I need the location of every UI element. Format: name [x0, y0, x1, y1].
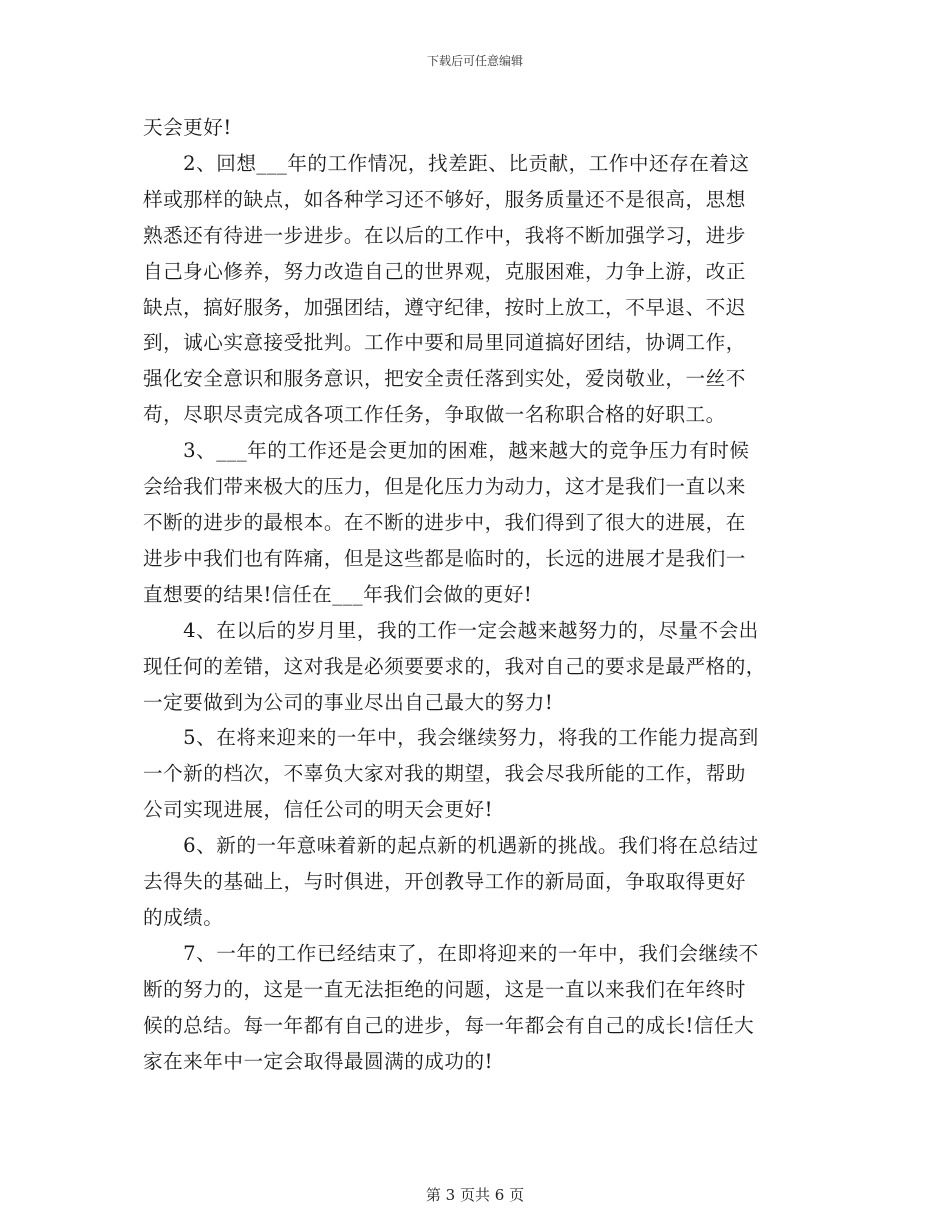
- text-line: 熟悉还有待进一步进步。在以后的工作中，我将不断加强学习，进步: [143, 223, 746, 247]
- text-line: 一定要做到为公司的事业尽出自己最大的努力!: [143, 690, 554, 714]
- text-line: 不断的进步的最根本。在不断的进步中，我们得到了很大的进展，在: [143, 510, 746, 534]
- paragraph-item-2: [143, 146, 808, 433]
- text-line: 一个新的档次，不辜负大家对我的期望，我会尽我所能的工作，帮助: [143, 762, 746, 786]
- text-line: 自己身心修养，努力改造自己的世界观，克服困难，力争上游，改正: [143, 259, 746, 283]
- text-line: 缺点，搞好服务，加强团结，遵守纪律，按时上放工，不早退、不迟: [143, 295, 746, 319]
- text-line: 3、___年的工作还是会更加的困难，越来越大的竞争压力有时候: [143, 439, 750, 463]
- text-line: 公司实现进展，信任公司的明天会更好!: [143, 798, 493, 822]
- text-line: 2、回想___年的工作情况，找差距、比贡献，工作中还存在着这: [143, 151, 750, 175]
- text-line: 去得失的基础上，与时俱进，开创教导工作的新局面，争取取得更好: [143, 870, 746, 894]
- paragraph-item-6: [143, 828, 808, 936]
- text-line: 苟，尽职尽责完成各项工作任务，争取做一名称职合格的好职工。: [143, 403, 726, 427]
- paragraph-item-7: [143, 936, 808, 1080]
- text-line: 候的总结。每一年都有自己的进步，每一年都会有自己的成长!信任大: [143, 1013, 755, 1037]
- text-line: 断的努力的，这是一直无法拒绝的问题，这是一直以来我们在年终时: [143, 977, 746, 1001]
- paragraph-item-4: [143, 613, 808, 721]
- paragraph-continuation: [143, 110, 808, 146]
- text-line: 天会更好!: [143, 116, 232, 139]
- paragraph-item-3: [143, 433, 808, 613]
- page-footer: 第 3 页共 6 页: [425, 1186, 525, 1204]
- document-body: [143, 110, 808, 1079]
- text-line: 4、在以后的岁月里，我的工作一定会越来越努力的，尽量不会出: [143, 618, 759, 642]
- text-line: 样或那样的缺点，如各种学习还不够好，服务质量还不是很高，思想: [143, 187, 746, 211]
- text-line: 会给我们带来极大的压力，但是化压力为动力，这才是我们一直以来: [143, 475, 746, 499]
- text-line: 到，诚心实意接受批判。工作中要和局里同道搞好团结，协调工作，: [143, 331, 746, 355]
- text-line: 7、一年的工作已经结束了，在即将迎来的一年中，我们会继续不: [143, 941, 759, 965]
- text-line: 家在来年中一定会取得最圆满的成功的!: [143, 1049, 493, 1073]
- text-line: 直想要的结果!信任在___年我们会做的更好!: [143, 582, 533, 606]
- text-line: 强化安全意识和服务意识，把安全责任落到实处，爱岗敬业，一丝不: [143, 367, 746, 391]
- text-line: 进步中我们也有阵痛，但是这些都是临时的，长远的进展才是我们一: [143, 546, 746, 570]
- text-line: 5、在将来迎来的一年中，我会继续努力，将我的工作能力提高到: [143, 726, 759, 750]
- text-line: 的成绩。: [143, 905, 224, 929]
- text-line: 6、新的一年意味着新的起点新的机遇新的挑战。我们将在总结过: [143, 834, 759, 858]
- text-line: 现任何的差错，这对我是必须要要求的，我对自己的要求是最严格的，: [143, 654, 766, 678]
- page-header: 下载后可任意编辑: [426, 54, 523, 68]
- paragraph-item-5: [143, 720, 808, 828]
